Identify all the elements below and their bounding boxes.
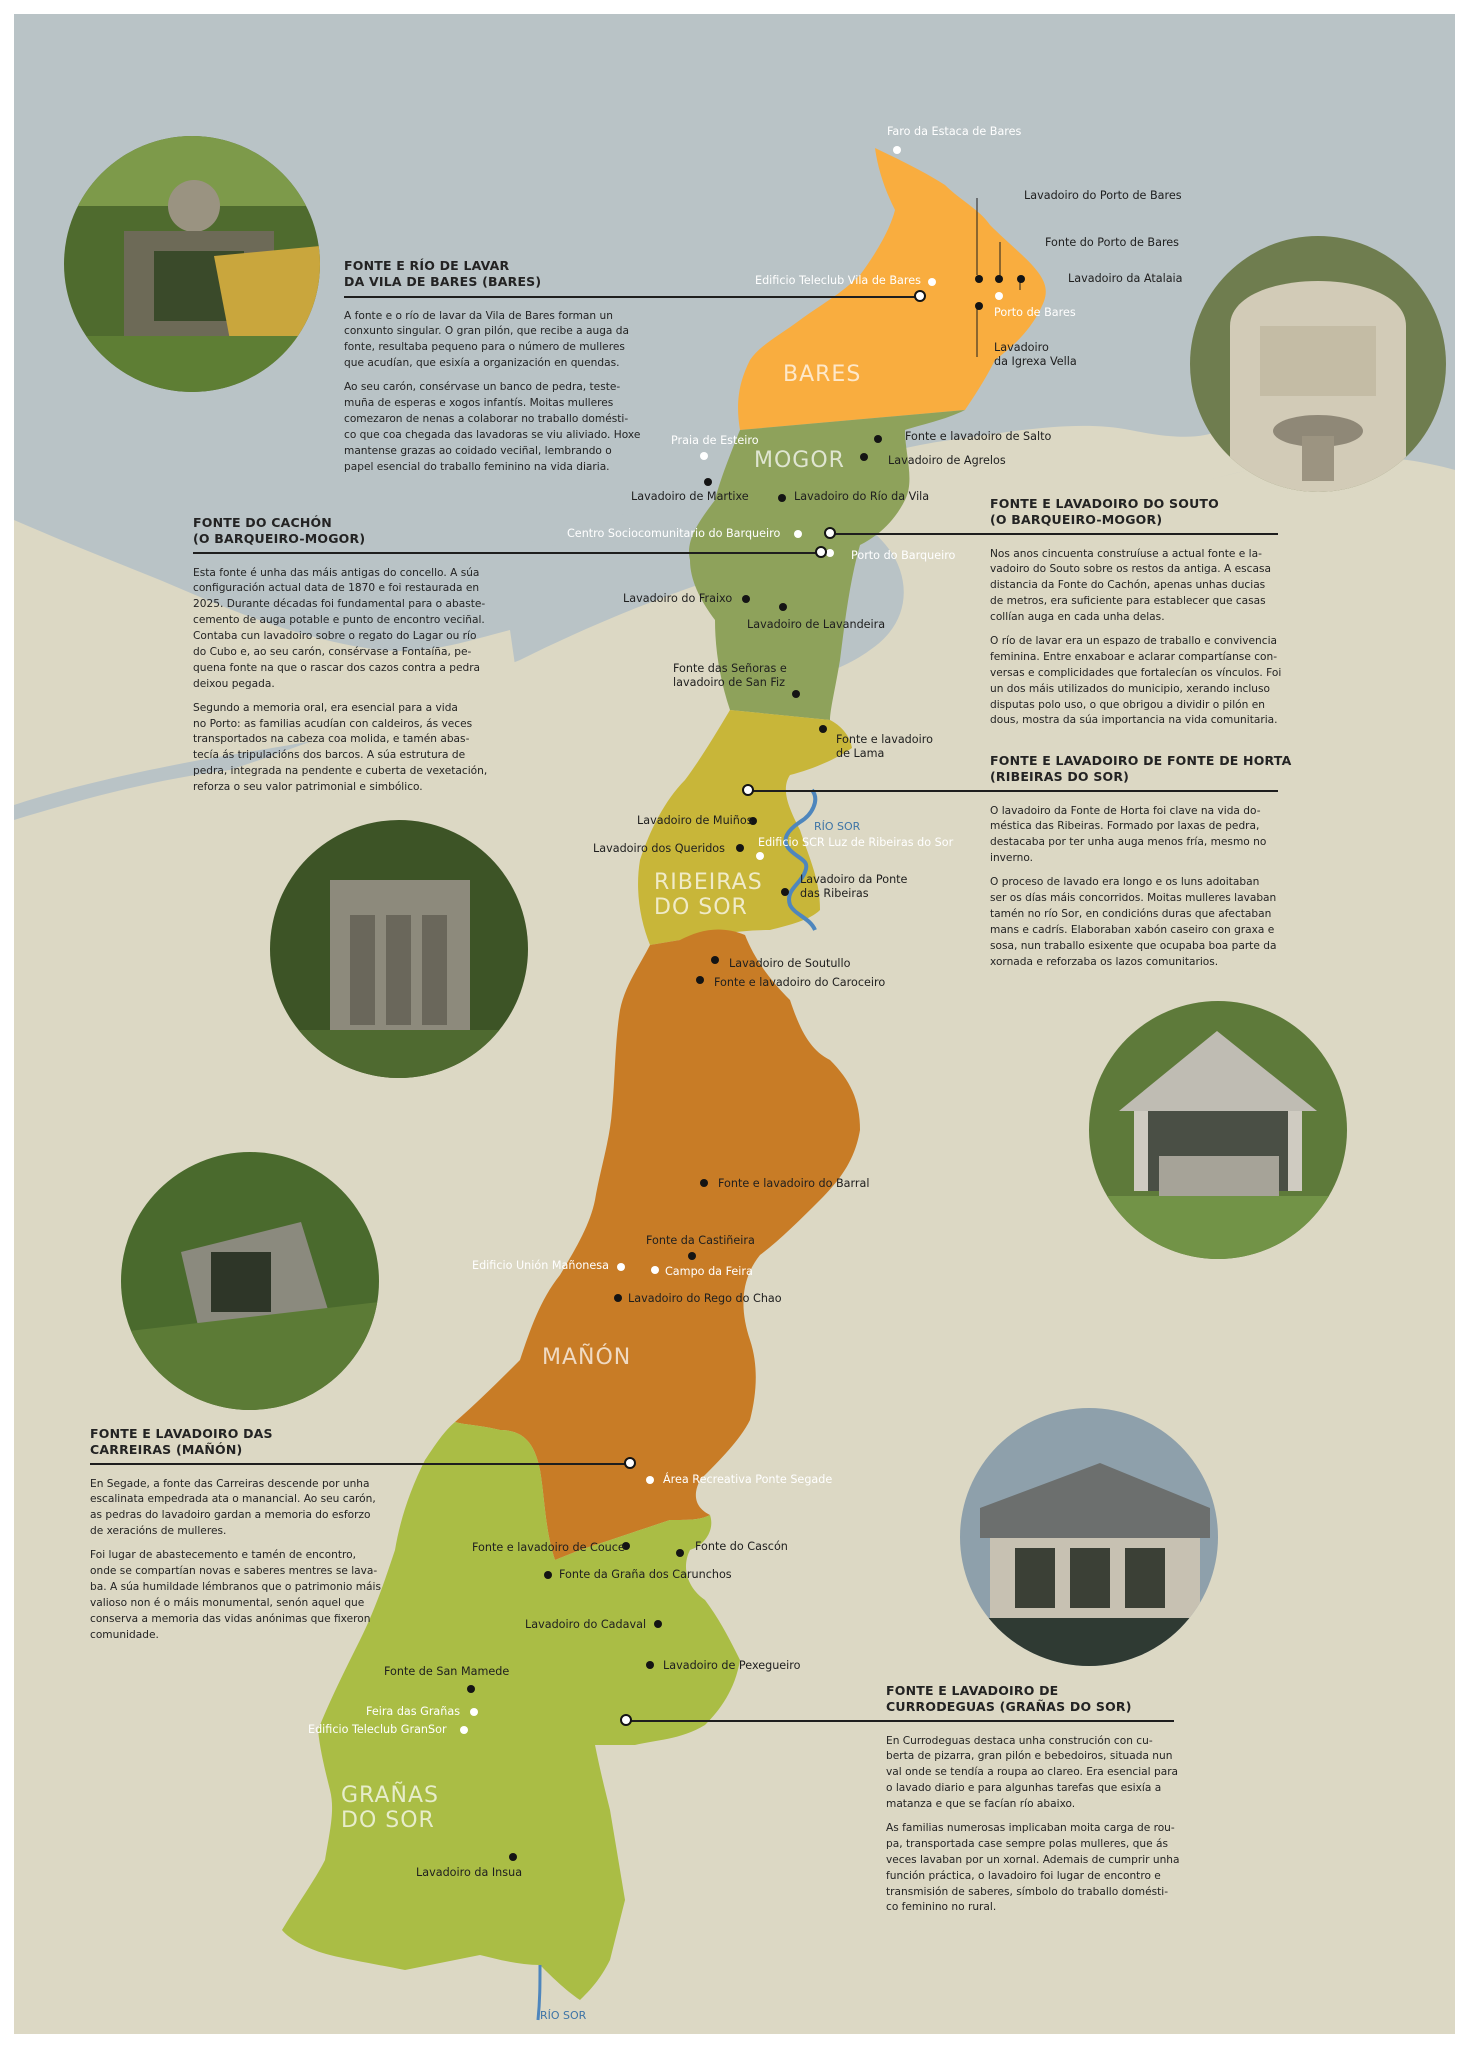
place-marker-lavadoiro-do-rego-do-chao[interactable]	[614, 1294, 622, 1302]
info-paragraph: O proceso de lavado era longo e os luns adoitaban ser os días máis concorridos. Moitas mulleres lavaban tamén no río Sor, en condicións duras que afectaban mans e cadrís. Elaboraban xabón caseiro con graxa e sosa, nun traballo esixente que ocupaba boa parte da xornada e reforzaba os lazos comunitarios.	[990, 876, 1277, 968]
info-paragraph: Nos anos cincuenta construíuse a actual fonte e la- vadoiro do Souto sobre os restos da antiga. A escasa distancia da Fonte do Cachón, apenas unhas ducias de metros, era suficiente para establecer que casas collían auga en cada unha delas.	[990, 547, 1271, 624]
info-title: FONTE E LAVADOIRO DAS CARREIRAS (MAÑÓN)	[90, 1426, 273, 1458]
place-marker-lavadoiro-da-insua[interactable]	[509, 1853, 517, 1861]
place-marker-campo-da-feira[interactable]	[651, 1266, 659, 1274]
place-marker-edificio-teleclub-vila-de-bares[interactable]	[928, 278, 936, 286]
place-label-lavadoiro-dos-queridos: Lavadoiro dos Queridos	[593, 842, 725, 855]
place-label-feira-das-granas: Feira das Grañas	[366, 1705, 461, 1718]
photo-fonte-cachon	[270, 820, 528, 1078]
place-marker-lavadoiro-da-atalaia[interactable]	[1017, 275, 1025, 283]
place-marker-edificio-scr-luz-de-ribeiras-do-sor[interactable]	[756, 852, 764, 860]
info-title: FONTE E LAVADOIRO DE CURRODEGUAS (GRAÑAS DO SOR)	[886, 1683, 1132, 1715]
place-label-porto-de-bares: Porto de Bares	[994, 306, 1076, 319]
photo-fonte-carreiras	[121, 1152, 379, 1410]
place-marker-fonte-das-senoras-e-lavadoiro-de-san-fiz[interactable]	[792, 690, 800, 698]
place-label-fonte-e-lavadoiro-de-lama: Fonte e lavadoiro de Lama	[836, 733, 933, 760]
info-cachon	[193, 515, 493, 804]
info-ring-souto[interactable]	[824, 527, 836, 539]
place-label-lavadoiro-de-lavandeira: Lavadoiro de Lavandeira	[747, 618, 886, 631]
place-marker-fonte-do-cascon[interactable]	[676, 1549, 684, 1557]
info-paragraph: Ao seu carón, consérvase un banco de pedra, teste- muña de esperas e xogos infantís. Moitas mulleres comezaron de nenas a colaborar no traballo domésti- co que coa chegada das lavadoras se viu aliviado. Hoxe mantense grazas ao coidado veciñal, lembrando o papel esencial do traballo feminino na vida diaria.	[344, 381, 641, 473]
place-label-lavadoiro-do-rego-do-chao: Lavadoiro do Rego do Chao	[628, 1292, 782, 1305]
place-label-lavadoiro-do-fraixo: Lavadoiro do Fraixo	[623, 592, 733, 605]
place-label-lavadoiro-da-atalaia: Lavadoiro da Atalaia	[1068, 272, 1183, 285]
info-title: FONTE E LAVADOIRO DE FONTE DE HORTA (RIBEIRAS DO SOR)	[990, 753, 1292, 785]
info-ring-cachon[interactable]	[815, 546, 827, 558]
place-marker-fonte-e-lavadoiro-do-barral[interactable]	[700, 1179, 708, 1187]
place-marker-edificio-teleclub-gransor[interactable]	[460, 1726, 468, 1734]
info-ring-carreiras[interactable]	[624, 1457, 636, 1469]
info-paragraph: O río de lavar era un espazo de traballo e convivencia feminina. Entre enxaboar e aclarar compartíanse con- versas e complicidades que fortalecían os vínculos. Foi un dos máis utilizados do municipio, xerando incluso disputas polo uso, o que obrigou a dividir o pilón en dous, mostra da súa importancia na vida comunitaria.	[990, 634, 1282, 727]
place-label-faro-da-estaca-de-bares: Faro da Estaca de Bares	[887, 125, 1022, 138]
place-marker-fonte-de-san-mamede[interactable]	[467, 1685, 475, 1693]
place-marker-lavadoiro-de-pexegueiro[interactable]	[646, 1661, 654, 1669]
place-marker-lavadoiro-de-soutullo[interactable]	[711, 956, 719, 964]
place-label-fonte-e-lavadoiro-do-caroceiro: Fonte e lavadoiro do Caroceiro	[714, 976, 886, 989]
place-marker-lavadoiro-de-martixe[interactable]	[704, 478, 712, 486]
place-marker-lavadoiro-do-porto-de-bares[interactable]	[975, 275, 983, 283]
place-label-praia-de-esteiro: Praia de Esteiro	[671, 434, 759, 447]
place-marker-lavadoiro-do-rio-da-vila[interactable]	[778, 494, 786, 502]
place-label-edificio-scr-luz-de-ribeiras-do-sor: Edificio SCR Luz de Ribeiras do Sor	[758, 836, 954, 849]
place-label-fonte-das-senoras-e-lavadoiro-de-san-fiz: Fonte das Señoras e lavadoiro de San Fiz	[673, 662, 787, 689]
info-paragraph: Segundo a memoria oral, era esencial para a vida no Porto: as familias acudían con caldeiros, ás veces transportados na cabeza coa molida, e tamén abas- tecía ás tripulacións dos barcos. A súa estrutura de pedra, integrada na pendente e cuberta de vexetación, reforza o seu valor patrimonial e simbólico.	[193, 701, 488, 794]
place-label-lavadoiro-da-insua: Lavadoiro da Insua	[416, 1866, 523, 1879]
place-label-lavadoiro-de-agrelos: Lavadoiro de Agrelos	[888, 454, 1006, 467]
place-label-fonte-e-lavadoiro-de-salto: Fonte e lavadoiro de Salto	[905, 430, 1052, 443]
place-marker-porto-do-barqueiro[interactable]	[826, 549, 834, 557]
info-paragraph: En Segade, a fonte das Carreiras descende por unha escalinata empedrada ata o manancial. Ao seu carón, as pedras do lavadoiro gardan a memoria do esforzo de xeracións de mulleres.	[90, 1477, 376, 1538]
place-marker-praia-de-esteiro[interactable]	[700, 452, 708, 460]
info-paragraph: Esta fonte é unha das máis antigas do concello. A súa configuración actual data de 1870 e foi restaurada en 2025. Durante décadas foi fundamental para o abaste- cemento de auga potable e punto de encontro veciñal. Contaba cun lavadoiro sobre o regato do Lagar ou río do Cubo e, ao seu carón, consérvase a Fontaíña, pe- quena fonte na que o rascar dos cazos contra a pedra deixou pegada.	[193, 566, 486, 690]
place-label-lavadoiro-da-ponte-das-ribeiras: Lavadoiro da Ponte das Ribeiras	[800, 873, 908, 900]
photo-lavadoiro-currodeguas	[960, 1408, 1218, 1666]
photo-fonte-vila-bares	[64, 136, 320, 392]
place-marker-fonte-do-porto-de-bares[interactable]	[995, 275, 1003, 283]
info-title: FONTE DO CACHÓN (O BARQUEIRO-MOGOR)	[193, 515, 366, 547]
info-paragraph: A fonte e o río de lavar da Vila de Bares forman un conxunto singular. O gran pilón, que recibe a auga da fonte, resultaba pequeno para o número de mulleres que acudían, que esixía a organización en quendas.	[344, 309, 629, 370]
region-label-mogor: MOGOR	[754, 448, 845, 473]
place-marker-centro-sociocomunitario-do-barqueiro[interactable]	[794, 530, 802, 538]
place-label-fonte-do-porto-de-bares: Fonte do Porto de Bares	[1045, 236, 1180, 249]
place-marker-fonte-da-grana-dos-carunchos[interactable]	[544, 1571, 552, 1579]
info-title: FONTE E LAVADOIRO DO SOUTO (O BARQUEIRO-MOGOR)	[990, 496, 1219, 528]
place-marker-porto-de-bares[interactable]	[995, 292, 1003, 300]
place-marker-fonte-e-lavadoiro-de-lama[interactable]	[819, 725, 827, 733]
info-ring-horta[interactable]	[742, 784, 754, 796]
info-paragraph: En Currodeguas destaca unha construción con cu- berta de pizarra, gran pilón e bebedoiros, situada nun val onde se tendía a roupa ao clareo. Era esencial para o lavado diario e para algunhas tarefas que esixía a matanza e que se facían río abaixo.	[886, 1734, 1179, 1811]
photo-fonte-porto-bares	[1190, 236, 1446, 492]
place-marker-lavadoiro-do-fraixo[interactable]	[742, 595, 750, 603]
info-carreiras	[90, 1426, 380, 1651]
place-marker-lavadoiro-do-cadaval[interactable]	[654, 1620, 662, 1628]
place-marker-fonte-da-castineira[interactable]	[688, 1252, 696, 1260]
river-label-north: RÍO SOR	[814, 820, 861, 833]
place-label-lavadoiro-de-martixe: Lavadoiro de Martixe	[631, 490, 749, 503]
place-label-fonte-da-grana-dos-carunchos: Fonte da Graña dos Carunchos	[559, 1568, 732, 1581]
place-label-fonte-da-castineira: Fonte da Castiñeira	[646, 1234, 755, 1247]
place-marker-edificio-union-manonesa[interactable]	[617, 1263, 625, 1271]
info-title: FONTE E RÍO DE LAVAR DA VILA DE BARES (BARES)	[344, 258, 542, 290]
place-marker-lavadoiro-da-igrexa-vella[interactable]	[975, 302, 983, 310]
region-label-manon: MAÑÓN	[542, 1345, 632, 1370]
place-label-campo-da-feira: Campo da Feira	[665, 1265, 753, 1278]
place-label-porto-do-barqueiro: Porto do Barqueiro	[851, 549, 956, 562]
place-label-lavadoiro-do-cadaval: Lavadoiro do Cadaval	[525, 1618, 647, 1631]
place-label-lavadoiro-do-rio-da-vila: Lavadoiro do Río da Vila	[794, 490, 930, 503]
place-marker-fonte-e-lavadoiro-de-salto[interactable]	[874, 435, 882, 443]
place-label-lavadoiro-de-soutullo: Lavadoiro de Soutullo	[729, 957, 851, 970]
place-label-lavadoiro-de-muinos: Lavadoiro de Muiños	[637, 814, 753, 827]
info-bares	[344, 258, 654, 483]
place-label-fonte-e-lavadoiro-de-couce: Fonte e lavadoiro de Couce	[472, 1541, 625, 1554]
region-label-bares: BARES	[783, 362, 862, 387]
place-label-lavadoiro-do-porto-de-bares: Lavadoiro do Porto de Bares	[1024, 189, 1182, 202]
place-label-edificio-teleclub-vila-de-bares: Edificio Teleclub Vila de Bares	[755, 274, 921, 287]
place-marker-fonte-e-lavadoiro-do-caroceiro[interactable]	[696, 976, 704, 984]
place-marker-feira-das-granas[interactable]	[470, 1708, 478, 1716]
info-currodeguas	[886, 1683, 1180, 1924]
place-marker-lavadoiro-da-ponte-das-ribeiras[interactable]	[781, 888, 789, 896]
place-label-fonte-e-lavadoiro-do-barral: Fonte e lavadoiro do Barral	[718, 1177, 870, 1190]
region-label-granas: GRAÑAS DO SOR	[341, 1783, 439, 1834]
river-label-south: RÍO SOR	[540, 2009, 587, 2022]
place-label-centro-sociocomunitario-do-barqueiro: Centro Sociocomunitario do Barqueiro	[567, 527, 781, 540]
info-ring-currodeguas[interactable]	[620, 1714, 632, 1726]
place-label-fonte-do-cascon: Fonte do Cascón	[695, 1540, 788, 1553]
info-ring-bares[interactable]	[914, 290, 926, 302]
place-marker-lavadoiro-dos-queridos[interactable]	[736, 844, 744, 852]
photo-fonte-souto	[1089, 1001, 1347, 1259]
place-label-lavadoiro-de-pexegueiro: Lavadoiro de Pexegueiro	[663, 1659, 801, 1672]
place-label-edificio-teleclub-gransor: Edificio Teleclub GranSor	[308, 1723, 447, 1736]
info-paragraph: O lavadoiro da Fonte de Horta foi clave na vida do- méstica das Ribeiras. Formado por laxas de pedra, destacaba por ter unha auga menos fría, mesmo no inverno.	[990, 804, 1267, 865]
info-souto	[990, 496, 1280, 737]
place-label-lavadoiro-da-igrexa-vella: Lavadoiro da Igrexa Vella	[994, 341, 1077, 368]
place-marker-faro-da-estaca-de-bares[interactable]	[893, 146, 901, 154]
place-marker-lavadoiro-de-lavandeira[interactable]	[779, 603, 787, 611]
place-marker-area-recreativa-ponte-segade[interactable]	[646, 1476, 654, 1484]
info-paragraph: As familias numerosas implicaban moita carga de rou- pa, transportada case sempre polas mulleres, que ás veces lavaban por un xornal. Ademais de cumprir unha función práctica, o lavadoiro foi lugar de encontro e transmisión de saberes, símbolo do traballo domésti- co feminino no rural.	[886, 1821, 1180, 1914]
info-horta	[990, 753, 1292, 978]
place-label-area-recreativa-ponte-segade: Área Recreativa Ponte Segade	[663, 1473, 833, 1486]
info-paragraph: Foi lugar de abastecemento e tamén de encontro, onde se compartían novas e saberes mentres se lava- ba. A súa humildade lémbranos que o patrimonio máis valioso non é o máis monumental, senón aquel que conserva a memoria das vidas anónimas que fixeron comunidade.	[90, 1549, 381, 1641]
region-label-ribeiras: RIBEIRAS DO SOR	[654, 870, 763, 921]
place-marker-lavadoiro-de-agrelos[interactable]	[860, 453, 868, 461]
place-label-edificio-union-manonesa: Edificio Unión Mañonesa	[472, 1259, 609, 1272]
place-label-fonte-de-san-mamede: Fonte de San Mamede	[384, 1665, 510, 1678]
